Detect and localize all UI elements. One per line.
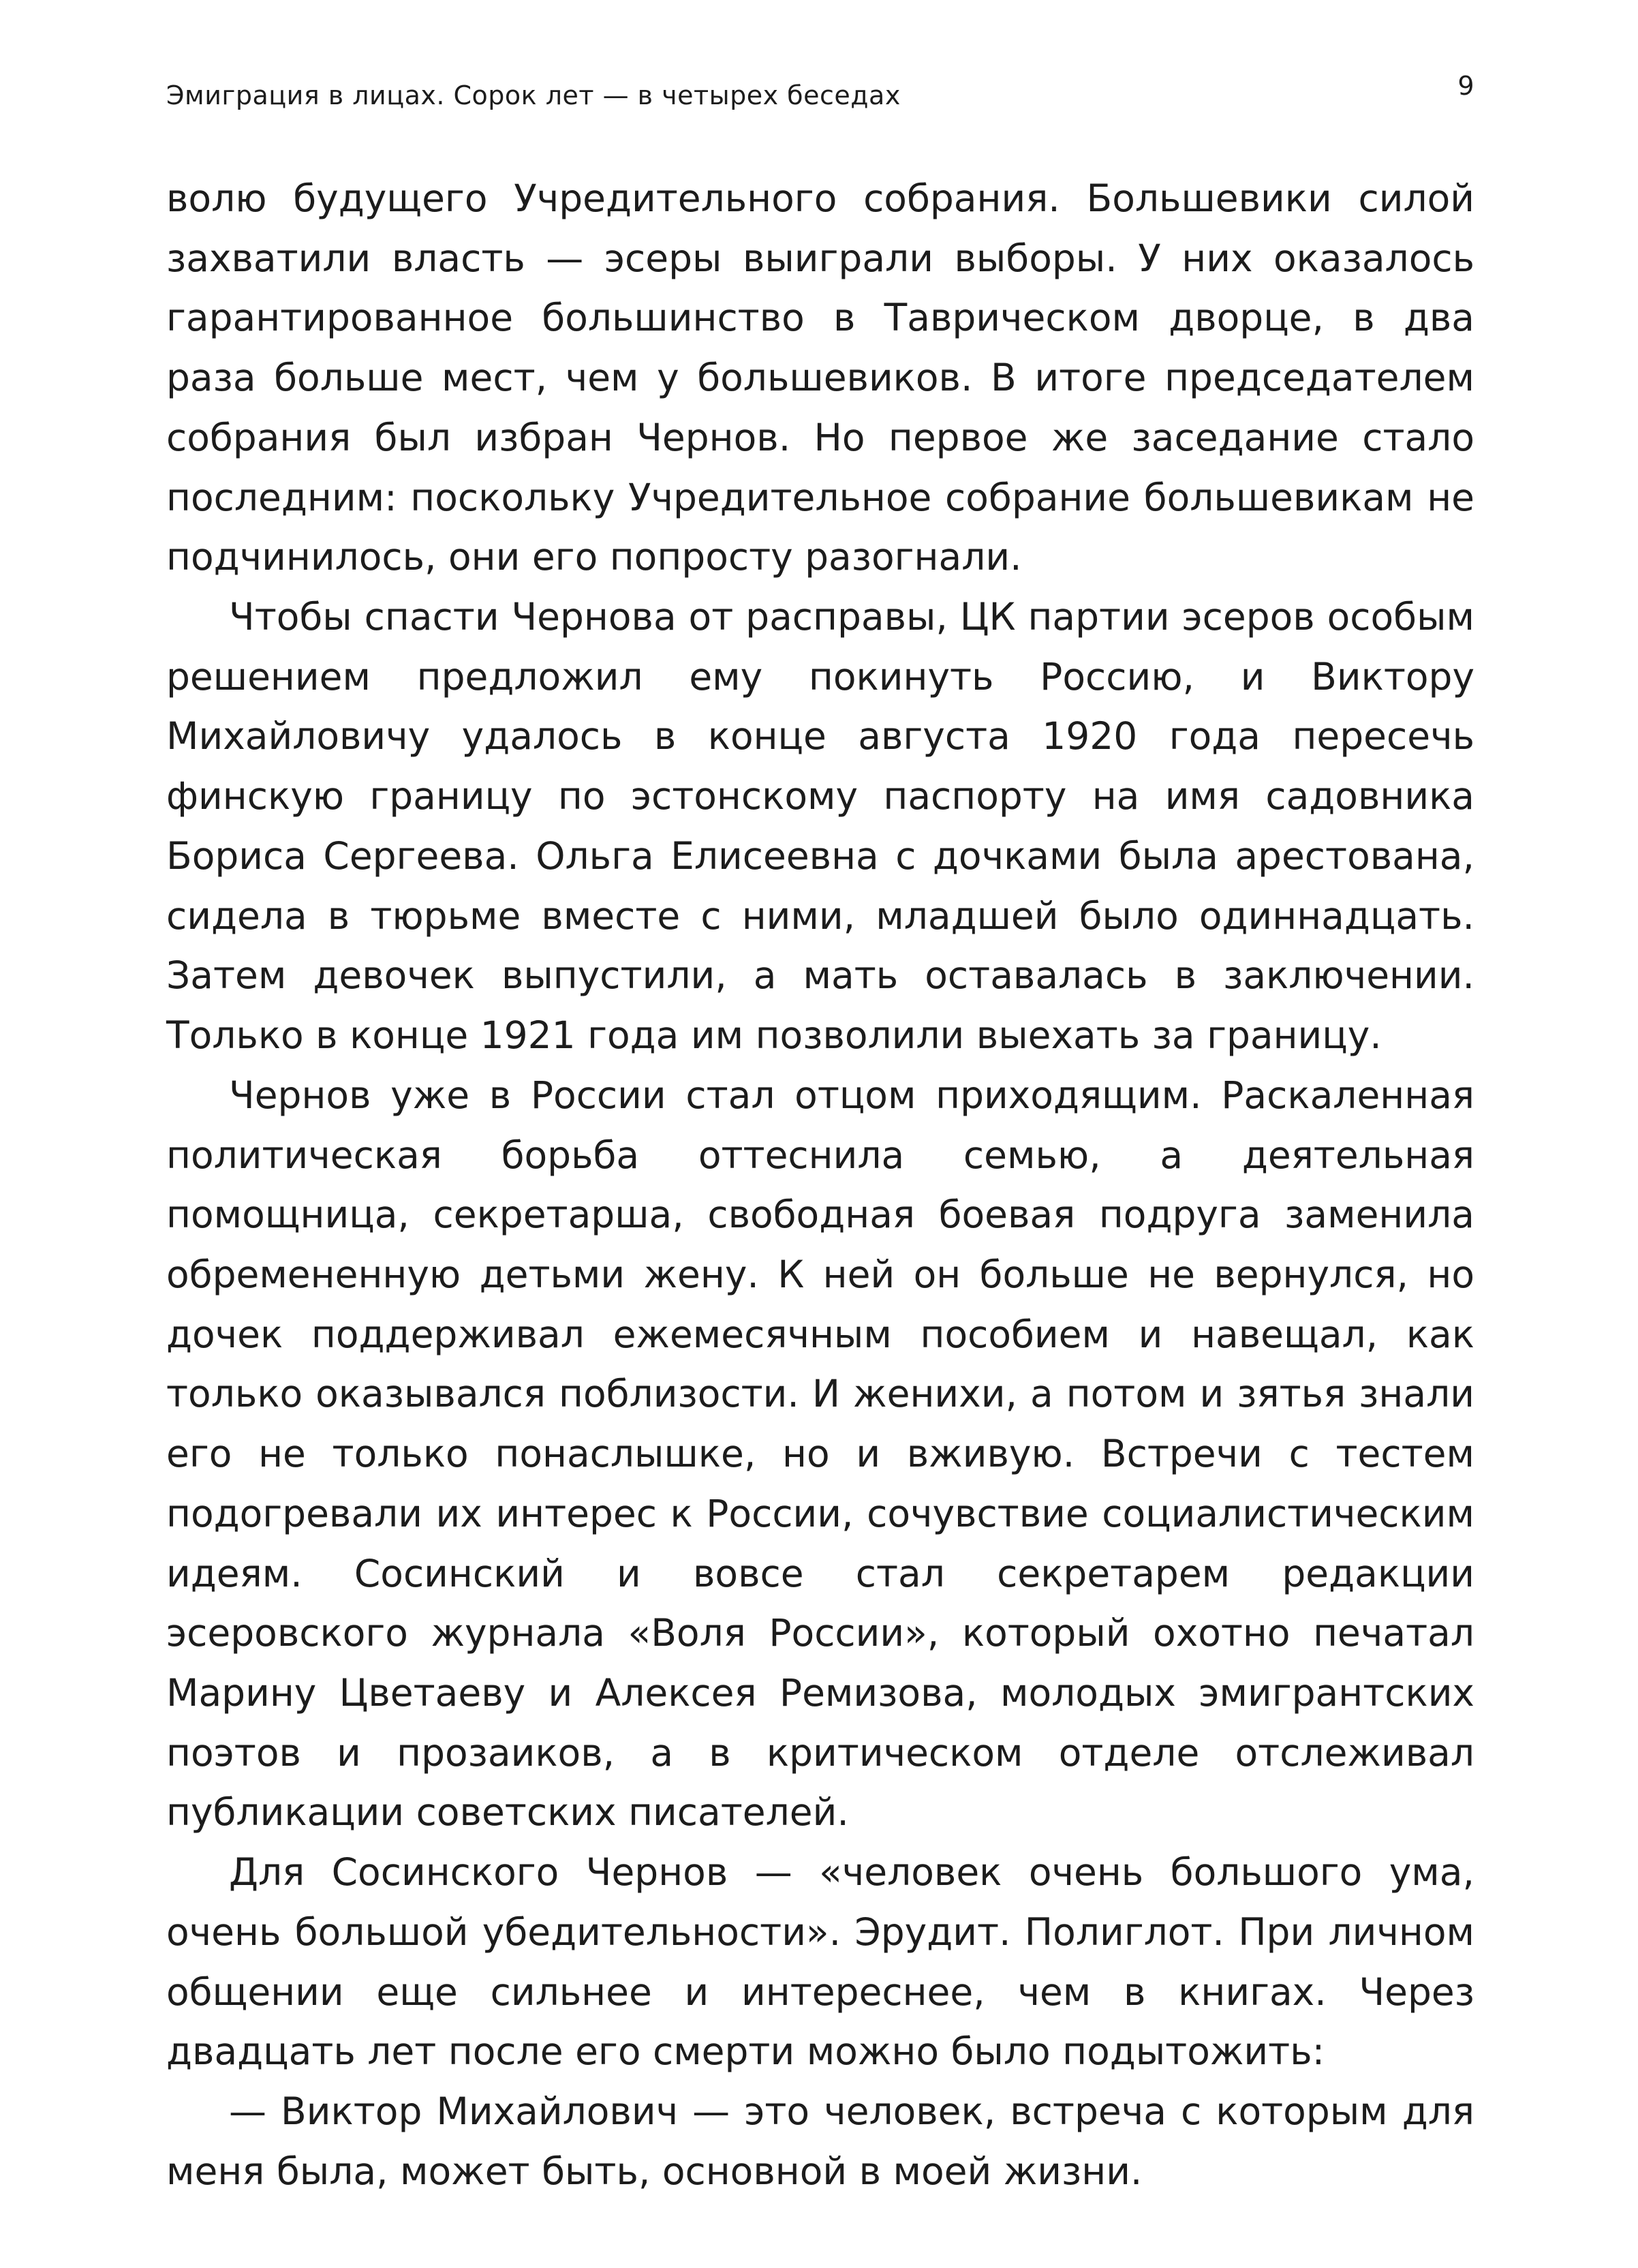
running-head	[166, 71, 1474, 112]
running-title: Эмиграция в лицах. Сорок лет — в четырех беседах	[166, 80, 901, 110]
paragraph: Для Сосинского Чернов — «человек очень большого ума, очень большой убедительности». Эрудит. Полиглот. При личном общении еще сильнее и интереснее, чем в книгах. Через двадцать лет после его смерти можно было подытожить:	[166, 1850, 1474, 2074]
page-number: 9	[1457, 71, 1474, 101]
body-text	[166, 169, 1474, 2201]
paragraph: Чернов уже в России стал отцом приходящим. Раскаленная политическая борьба оттеснила семью, а деятельная помощница, секретарша, свободная боевая подруга заменила обремененную детьми жену. К ней он больше не вернулся, но дочек поддерживал ежемесячным пособием и навещал, как только оказывался поблизости. И женихи, а потом и зятья знали его не только понаслышке, но и вживую. Встречи с тестем подогревали их интерес к России, сочувствие социалистическим идеям. Сосинский и вовсе стал секретарем редакции эсеровского журнала «Воля России», который охотно печатал Марину Цветаеву и Алексея Ремизова, молодых эмигрантских поэтов и прозаиков, а в критическом отделе отслеживал публикации советских писателей.	[166, 1073, 1474, 1835]
paragraph: — Виктор Михайлович — это человек, встреча с которым для меня была, может быть, основной в моей жизни.	[166, 2089, 1474, 2193]
paragraph: Чтобы спасти Чернова от расправы, ЦК партии эсеров особым решением предложил ему покинуть Россию, и Виктору Михайловичу удалось в конце августа 1920 года пересечь финскую границу по эстонскому паспорту на имя садовника Бориса Сергеева. Ольга Елисеевна с дочками была арестована, сидела в тюрьме вместе с ними, младшей было одиннадцать. Затем девочек выпустили, а мать оставалась в заключении. Только в конце 1921 года им позволили выехать за границу.	[166, 595, 1474, 1058]
paragraph: волю будущего Учредительного собрания. Большевики силой захватили власть — эсеры выиграли выборы. У них оказалось гарантированное большинство в Таврическом дворце, в два раза больше мест, чем у большевиков. В итоге председателем собрания был избран Чернов. Но первое же заседание стало последним: поскольку Учредительное собрание большевикам не подчинилось, они его попросту разогнали.	[166, 177, 1474, 579]
